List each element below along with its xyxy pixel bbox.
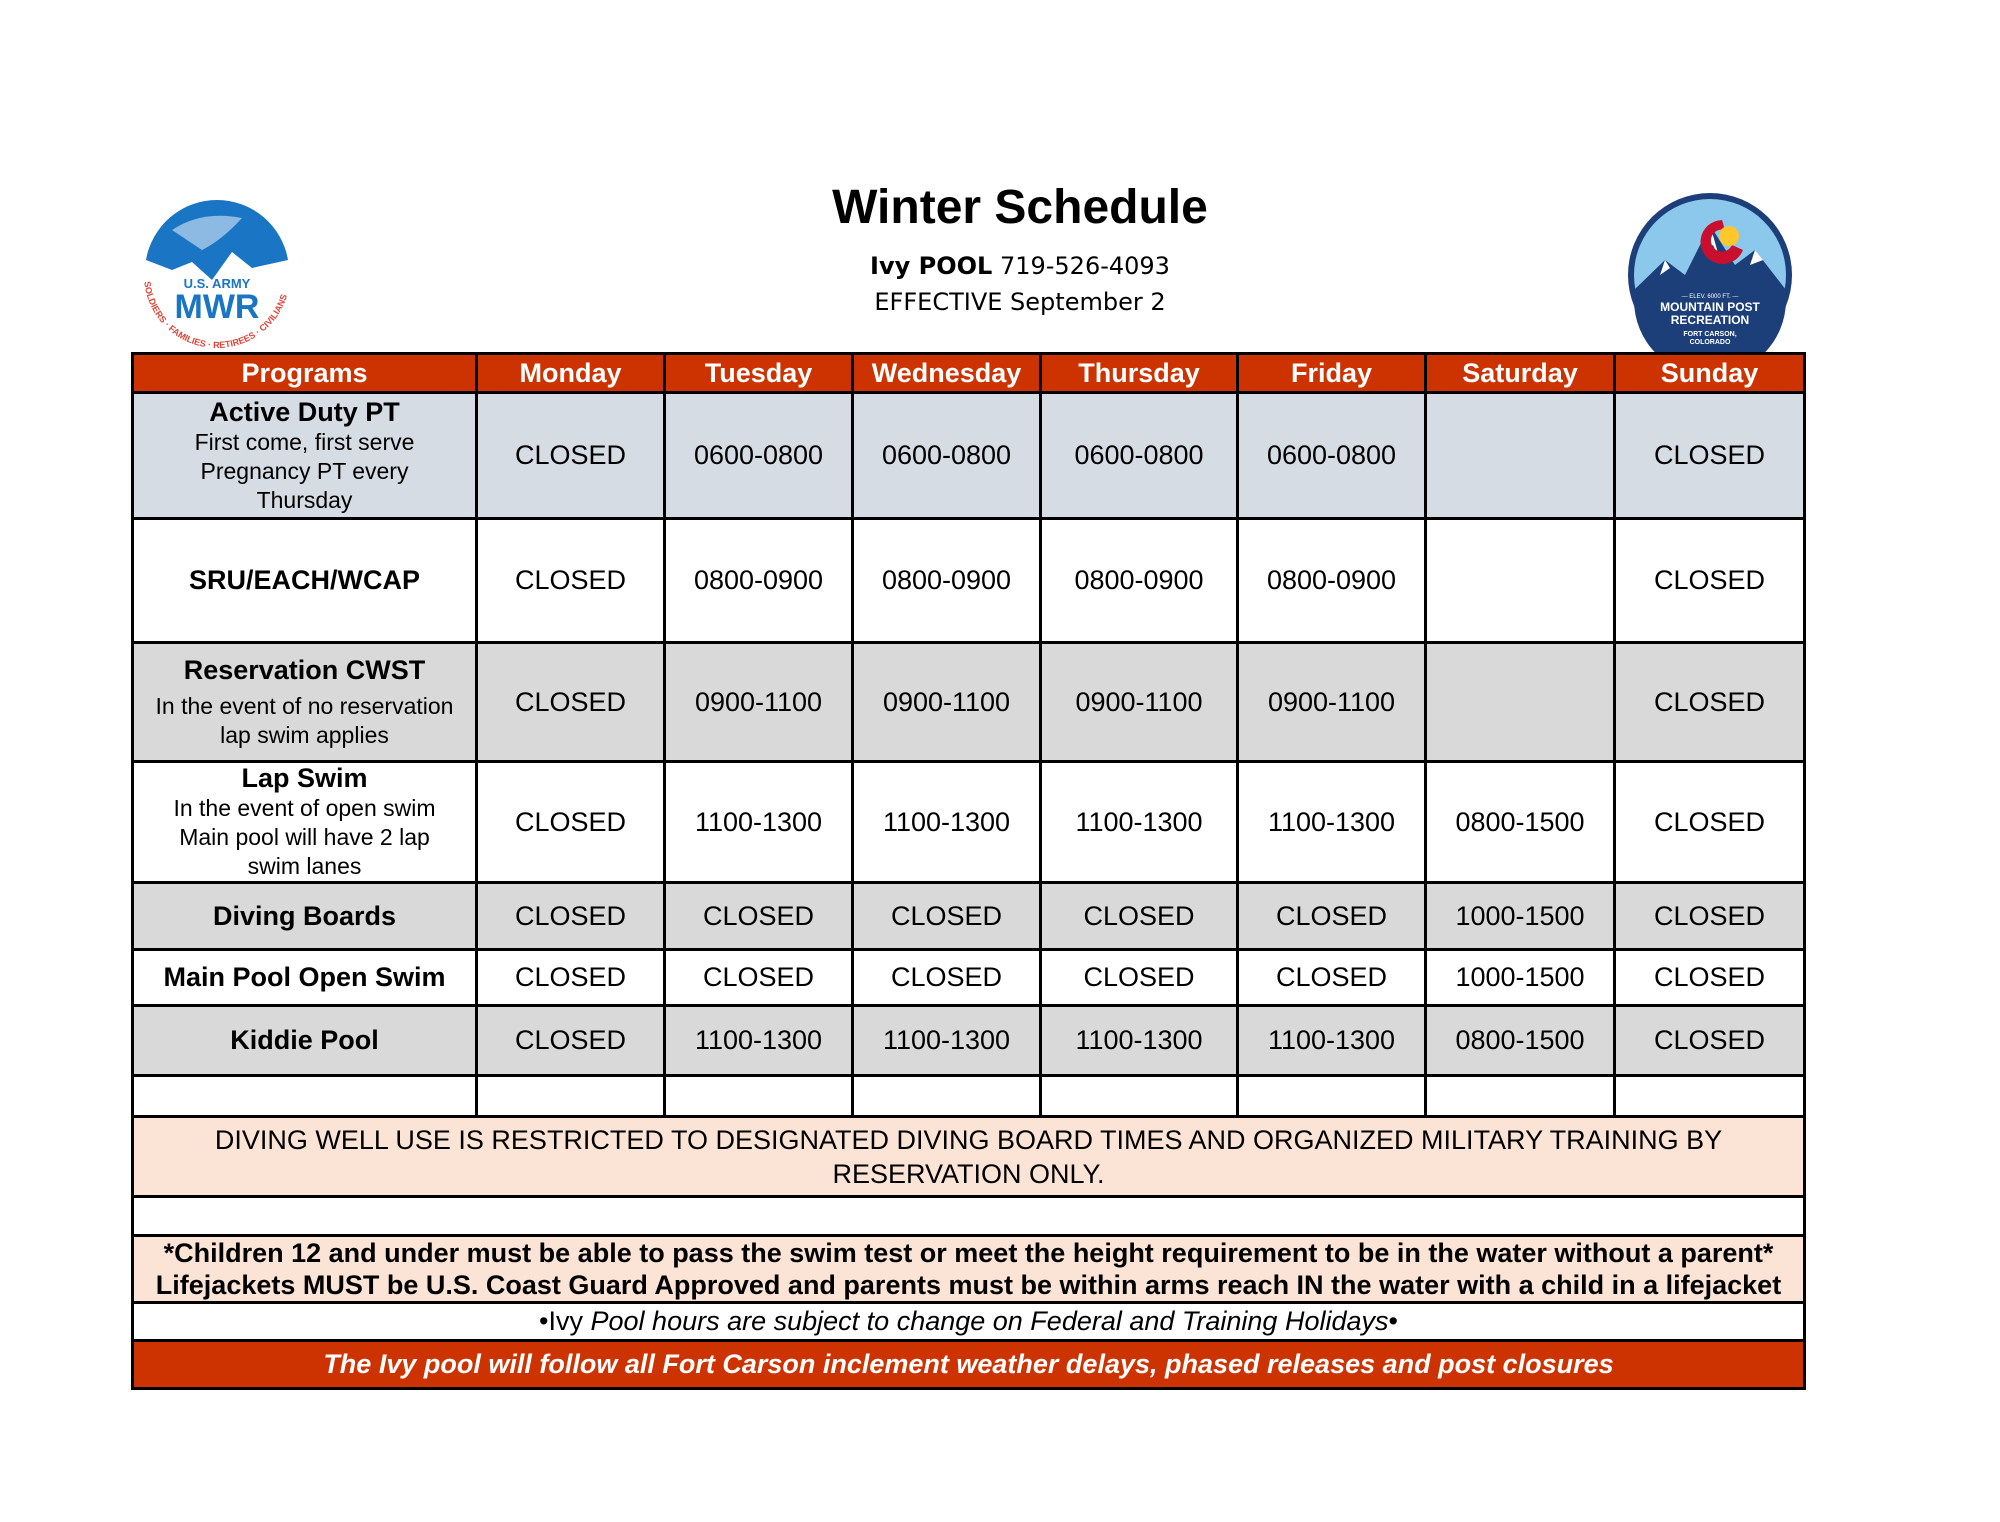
table-row — [133, 762, 1805, 883]
mountain-post-recreation-logo — [1625, 190, 1795, 360]
col-header-friday: Friday — [1238, 354, 1426, 393]
program-note: Main pool will have 2 lap — [179, 824, 430, 850]
empty-cell — [133, 1197, 1805, 1236]
diving-well-notice: DIVING WELL USE IS RESTRICTED TO DESIGNATED DIVING BOARD TIMES AND ORGANIZED MILITARY TRAINING BY RESERVATION ONLY. — [133, 1117, 1805, 1197]
empty-cell — [1238, 1076, 1426, 1117]
time-cell: 1100-1300 — [1238, 1006, 1426, 1076]
holiday-notice-row — [133, 1303, 1805, 1341]
mwr-logo — [132, 190, 302, 360]
col-header-sunday: Sunday — [1615, 354, 1805, 393]
time-cell: 0800-0900 — [1041, 519, 1238, 643]
time-cell: 0900-1100 — [1041, 643, 1238, 762]
time-cell: CLOSED — [477, 643, 665, 762]
weather-notice-row — [133, 1341, 1805, 1389]
program-cell — [133, 1006, 477, 1076]
empty-row — [133, 1076, 1805, 1117]
program-cell — [133, 950, 477, 1006]
time-cell: 0800-0900 — [1238, 519, 1426, 643]
time-cell: CLOSED — [1615, 762, 1805, 883]
empty-cell — [1041, 1076, 1238, 1117]
time-cell: CLOSED — [477, 762, 665, 883]
program-name: Lap Swim — [241, 763, 368, 793]
time-cell: CLOSED — [1615, 950, 1805, 1006]
time-cell: 0600-0800 — [665, 393, 853, 519]
time-cell: CLOSED — [1041, 950, 1238, 1006]
time-cell — [1426, 393, 1615, 519]
holiday-text: Pool hours are subject to change on Federal and Training Holidays — [590, 1306, 1389, 1336]
empty-row — [133, 1197, 1805, 1236]
time-cell: 1100-1300 — [665, 1006, 853, 1076]
program-cell — [133, 519, 477, 643]
time-cell: 0800-1500 — [1426, 1006, 1615, 1076]
svg-text:MOUNTAIN POST: MOUNTAIN POST — [1660, 300, 1760, 314]
program-name: Active Duty PT — [209, 396, 400, 427]
empty-cell — [665, 1076, 853, 1117]
table-row — [133, 519, 1805, 643]
col-header-wednesday: Wednesday — [853, 354, 1041, 393]
time-cell: CLOSED — [853, 883, 1041, 950]
time-cell: 0600-0800 — [853, 393, 1041, 519]
time-cell: CLOSED — [477, 519, 665, 643]
col-header-saturday: Saturday — [1426, 354, 1615, 393]
effective-date: September 2 — [1010, 288, 1166, 316]
svg-text:MWR: MWR — [174, 288, 260, 326]
svg-text:FORT CARSON,: FORT CARSON, — [1683, 331, 1737, 338]
time-cell: 1100-1300 — [853, 1006, 1041, 1076]
effective-label: EFFECTIVE — [874, 288, 1003, 316]
holiday-notice — [133, 1303, 1805, 1341]
svg-text:SOLDIERS · FAMILIES · RETIREES: SOLDIERS · FAMILIES · RETIREES · CIVILIANS — [142, 280, 290, 351]
time-cell: CLOSED — [1238, 883, 1426, 950]
program-name: Main Pool Open Swim — [163, 962, 446, 992]
time-cell: CLOSED — [1238, 950, 1426, 1006]
time-cell: CLOSED — [665, 883, 853, 950]
svg-text:COLORADO: COLORADO — [1689, 339, 1731, 346]
program-note: First come, first serve — [194, 428, 415, 455]
program-note: lap swim applies — [220, 721, 389, 748]
svg-text:U.S. ARMY: U.S. ARMY — [183, 276, 251, 291]
col-header-tuesday: Tuesday — [665, 354, 853, 393]
time-cell: 1100-1300 — [665, 762, 853, 883]
program-name: SRU/EACH/WCAP — [188, 565, 420, 595]
table-row — [133, 643, 1805, 762]
time-cell: 1000-1500 — [1426, 950, 1615, 1006]
time-cell: CLOSED — [1615, 393, 1805, 519]
time-cell: CLOSED — [477, 1006, 665, 1076]
program-name: Reservation CWST — [183, 654, 426, 685]
time-cell — [1426, 643, 1615, 762]
program-note: Pregnancy PT every — [200, 457, 409, 484]
time-cell: CLOSED — [1041, 883, 1238, 950]
time-cell: CLOSED — [853, 950, 1041, 1006]
time-cell: 1100-1300 — [1041, 1006, 1238, 1076]
holiday-suffix: • — [1388, 1306, 1398, 1336]
holiday-prefix: •Ivy — [539, 1306, 591, 1336]
children-notice-cell — [133, 1236, 1805, 1303]
time-cell: 1000-1500 — [1426, 883, 1615, 950]
program-name: Kiddie Pool — [230, 1025, 379, 1055]
children-notice-row — [133, 1236, 1805, 1303]
program-note: In the event of no reservation — [155, 692, 454, 719]
time-cell: 0900-1100 — [853, 643, 1041, 762]
time-cell: CLOSED — [1615, 519, 1805, 643]
pool-phone: 719-526-4093 — [999, 252, 1170, 280]
empty-cell — [133, 1076, 477, 1117]
table-row — [133, 883, 1805, 950]
time-cell: 1100-1300 — [1238, 762, 1426, 883]
time-cell: 0600-0800 — [1041, 393, 1238, 519]
col-header-monday: Monday — [477, 354, 665, 393]
table-row — [133, 1006, 1805, 1076]
pool-name: Ivy POOL — [870, 252, 993, 280]
time-cell: 0900-1100 — [1238, 643, 1426, 762]
time-cell: CLOSED — [477, 883, 665, 950]
table-row — [133, 393, 1805, 519]
time-cell: 0800-1500 — [1426, 762, 1615, 883]
col-header-thursday: Thursday — [1041, 354, 1238, 393]
time-cell — [1426, 519, 1615, 643]
program-note: Thursday — [256, 486, 353, 513]
program-name: Diving Boards — [212, 900, 397, 931]
program-note: swim lanes — [247, 853, 362, 879]
children-notice: *Children 12 and under must be able to pass the swim test or meet the height requirement to be in the water without a parent* — [163, 1238, 1774, 1268]
time-cell: CLOSED — [1615, 643, 1805, 762]
program-cell — [133, 393, 477, 519]
time-cell: 0800-0900 — [853, 519, 1041, 643]
time-cell: 1100-1300 — [853, 762, 1041, 883]
time-cell: 0600-0800 — [1238, 393, 1426, 519]
time-cell: CLOSED — [477, 950, 665, 1006]
program-cell — [133, 883, 477, 950]
empty-cell — [1615, 1076, 1805, 1117]
time-cell: CLOSED — [477, 393, 665, 519]
time-cell: CLOSED — [1615, 883, 1805, 950]
time-cell: 0900-1100 — [665, 643, 853, 762]
program-cell — [133, 762, 477, 883]
diving-well-notice-row — [133, 1117, 1805, 1197]
schedule-table — [131, 352, 1806, 1390]
svg-text:— ELEV. 6000 FT. —: — ELEV. 6000 FT. — — [1681, 294, 1739, 300]
svg-text:RECREATION: RECREATION — [1670, 313, 1750, 327]
empty-cell — [853, 1076, 1041, 1117]
time-cell: 1100-1300 — [1041, 762, 1238, 883]
header-row — [133, 354, 1805, 393]
lifejackets-notice: Lifejackets MUST be U.S. Coast Guard Approved and parents must be within arms reach IN the water with a child in a lifejacket — [155, 1270, 1782, 1300]
time-cell: CLOSED — [1615, 1006, 1805, 1076]
empty-cell — [1426, 1076, 1615, 1117]
time-cell: 0800-0900 — [665, 519, 853, 643]
program-cell — [133, 643, 477, 762]
weather-notice: The Ivy pool will follow all Fort Carson inclement weather delays, phased releases and post closures — [133, 1341, 1805, 1389]
time-cell: CLOSED — [665, 950, 853, 1006]
page-title: Winter Schedule — [832, 181, 1208, 234]
program-note: In the event of open swim — [173, 795, 436, 821]
empty-cell — [477, 1076, 665, 1117]
col-header-programs: Programs — [133, 354, 477, 393]
table-row — [133, 950, 1805, 1006]
